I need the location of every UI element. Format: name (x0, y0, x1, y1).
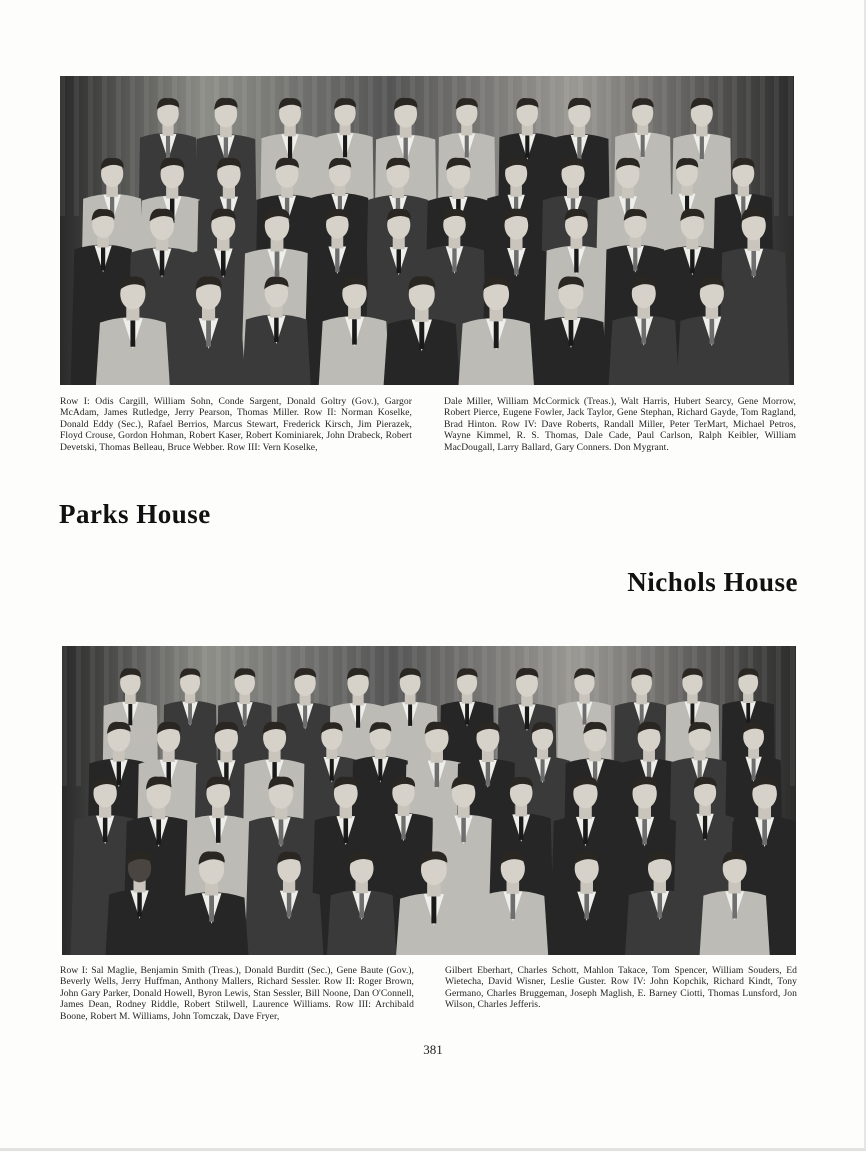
parks-house-photo-image (60, 76, 794, 385)
curtain-fold (60, 76, 65, 216)
person-tie (117, 762, 121, 786)
nichols-house-photo-image (62, 646, 796, 955)
person-tie (156, 819, 161, 845)
person-tie (577, 137, 581, 160)
curtain-fold (760, 76, 765, 216)
person-tie (359, 893, 364, 918)
person-tie (751, 251, 756, 276)
person-tie (461, 818, 465, 842)
person-tie (404, 138, 408, 162)
person-tie (452, 248, 456, 272)
person-tie (378, 759, 382, 781)
person-tie (408, 704, 412, 726)
person-tie (519, 816, 523, 840)
person-tie (641, 319, 646, 344)
nichols-caption-right: Gilbert Eberhart, Charles Schott, Mahlon Takace, Tom Spencer, William Souders, Ed Wietecha, David Wisner, Leslie Guster. Row IV: John Kopchik, Richard Kindt, Tony Germano, Charles Bruggeman, Joseph Maglish, E. Barney Ciotti, Thomas Lunsford, Jon Wilson, Charles Jefferis. (445, 965, 797, 1011)
person-tie (209, 895, 214, 921)
curtain-fold (774, 76, 779, 216)
person-tie (288, 136, 292, 159)
person-tie (525, 706, 529, 729)
person-tie (746, 703, 750, 724)
parks-house-heading: Parks House (59, 499, 211, 529)
person-tie (569, 320, 574, 346)
person-tie (356, 705, 360, 727)
person-tie (401, 816, 405, 839)
person-tie (397, 249, 401, 273)
person-tie (732, 893, 737, 918)
curtain-fold (88, 76, 93, 216)
person-tie (243, 704, 247, 725)
person-tie (690, 249, 694, 273)
person-tie (166, 136, 170, 158)
person-tie (465, 704, 469, 725)
curtain-fold (788, 76, 793, 216)
curtain-fold (130, 76, 135, 216)
person-tie (275, 251, 280, 277)
person-tie (160, 251, 165, 276)
person-tie (710, 319, 715, 344)
person-tie (525, 135, 529, 157)
person-tie (574, 249, 578, 273)
nichols-house-photo (62, 646, 796, 955)
person-tie (752, 759, 756, 781)
person-tie (335, 248, 339, 272)
person-tie (700, 136, 704, 159)
person-tie (691, 704, 695, 725)
person-tie (216, 818, 221, 843)
person-tie (303, 705, 307, 727)
curtain-fold (256, 76, 261, 216)
person-tie (130, 320, 135, 346)
person-tie (514, 250, 519, 275)
person-tie (762, 819, 767, 845)
person-tie (465, 135, 469, 157)
person-tie (486, 762, 490, 786)
curtain-fold (74, 76, 79, 216)
curtain-fold (76, 646, 81, 786)
person-tie (344, 818, 349, 843)
person-tie (103, 818, 107, 842)
person-tie (206, 320, 211, 346)
person-tie (435, 763, 439, 787)
person-tie (137, 892, 141, 916)
person-tie (101, 247, 105, 270)
page-number: 381 (423, 1042, 443, 1057)
person-tie (541, 759, 545, 781)
person-tie (287, 893, 291, 917)
person-tie (221, 251, 226, 276)
parks-caption-right: Dale Miller, William McCormick (Treas.), Walt Harris, Hubert Searcy, Gene Morrow, Robert Pierce, Eugene Fowler, Jack Taylor, Gene Stephan, Richard Gayde, Tom Ragland, Brad Hinton. Row IV: Dave Roberts, Randall Miller, Peter TerMart, Michael Petros, Wayne Kimmel, R. S. Thomas, Dale Cade, Paul Carlson, Ralph Keibler, William MacDougall, Larry Ballard, Gary Conners. Don Mygrant. (444, 396, 796, 453)
person-tie (640, 704, 644, 725)
person-tie (583, 819, 588, 844)
person-tie (352, 319, 357, 344)
person-tie (188, 703, 192, 724)
parks-caption-left: Row I: Odis Cargill, William Sohn, Conde Sargent, Donald Goltry (Gov.), Gargor McAdam, James Rutledge, Jerry Pearson, Thomas Miller. Row II: Norman Koselke, Donald Eddy (Sec.), Rafael Berrios, Marcus Stewart, Frederick Kirsch, Jim Pierazek, Floyd Crouse, Gordon Hohman, Robert Kaser, Robert Kominiarek, John Drabeck, Robert Devetski, Thomas Belleau, Bruce Webber. Row III: Vern Koselke, (60, 396, 412, 453)
person-tie (330, 759, 334, 781)
person-tie (419, 322, 424, 349)
curtain-fold (790, 646, 795, 786)
parks-house-photo (60, 76, 794, 385)
person-tie (633, 248, 637, 271)
person-tie (642, 819, 647, 844)
person-tie (658, 893, 663, 918)
person-tie (431, 896, 436, 923)
person-tie (584, 894, 589, 919)
person-tie (224, 137, 228, 160)
curtain-fold (62, 646, 67, 786)
person-tie (494, 321, 499, 348)
person-tie (343, 135, 347, 157)
person-tie (511, 894, 516, 919)
nichols-house-heading: Nichols House (627, 567, 798, 597)
person-tie (703, 816, 707, 839)
person-tie (274, 318, 278, 342)
person-tie (279, 819, 284, 845)
nichols-caption-left: Row I: Sal Maglie, Benjamin Smith (Treas.), Donald Burditt (Sec.), Gene Baute (Gov.), Beverly Wells, Jerry Huffman, Anthony Mallers, Richard Sessler. Row II: Roger Brown, John Gary Parker, Donald Howell, Byron Lewis, Stan Sessler, Bill Noone, Dan O'Connell, James Dean, Rodney Riddle, Robert Stilwell, Laurence Williams. Row III: Archibald Boone, Robert M. Williams, John Tomczak, Dave Fryer, (60, 965, 414, 1022)
person-tie (641, 135, 645, 157)
person-tie (583, 704, 587, 725)
person-tie (128, 704, 132, 725)
